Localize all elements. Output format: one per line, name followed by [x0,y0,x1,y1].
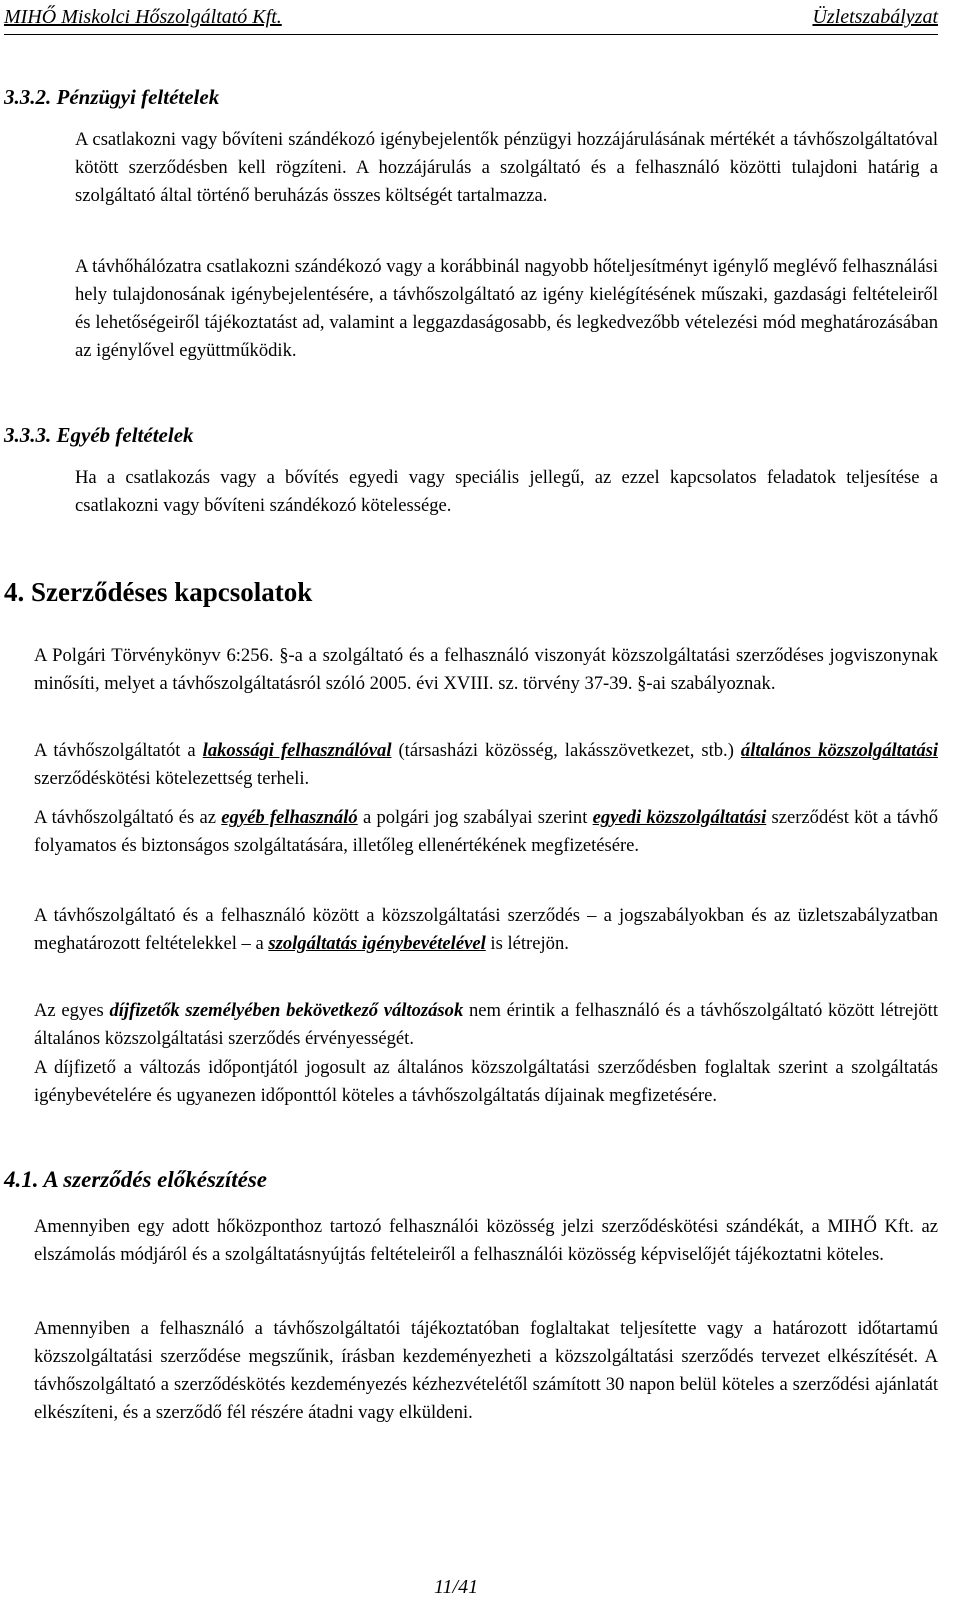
term-egyedi-kozszolgaltatasi: egyedi közszolgáltatási [592,807,767,828]
s332-paragraph-2: A távhőhálózatra csatlakozni szándékozó vagy a korábbinál nagyobb hőteljesítményt igénylő meglévő felhasználási hely tulajdonosának igénybejelentésére, a távhőszolgáltató az igény kielégítésének műszaki, gazdasági feltételeiről és lehetőségeiről tájékoztatást ad, valamint a leggazdaságosabb, és legkedvezőbb vételezési mód meghatározásában az igénylővel együttműködik. [75,256,938,361]
s333-paragraph-1: Ha a csatlakozás vagy a bővítés egyedi vagy speciális jellegű, az ezzel kapcsolatos feladatok teljesítése a csatlakozni vagy bővíteni szándékozó kötelessége. [75,467,938,516]
section-4-1-title: 4.1. A szerződés előkészítése [4,1167,267,1192]
section-4-title: 4. Szerződéses kapcsolatok [4,577,313,607]
s4-paragraph-3: A távhőszolgáltató és az egyéb felhasználó a polgári jog szabályai szerint egyedi közszolgáltatási szerződést köt a távhő folyamatos és biztonságos szolgáltatására, illetőleg ellenértékének megfizetésére. [34,807,939,856]
s332-paragraph-1: A csatlakozni vagy bővíteni szándékozó igénybejelentők pénzügyi hozzájárulásának mértékét a távhőszolgáltatóval kötött szerződésben kell rögzíteni. A hozzájárulás a szolgáltató és a felhasználó közötti tulajdoni határig a szolgáltató által történő beruházás összes költségét tartalmazza. [75,129,938,206]
s4-paragraph-4: A távhőszolgáltató és a felhasználó között a közszolgáltatási szerződés – a jogszabályokban és az üzletszabályzatban meghatározott feltételekkel – a szolgáltatás igénybevételével is létrejön. [34,905,938,954]
s4-paragraph-5: Az egyes díjfizetők személyében bekövetkező változások nem érintik a felhasználó és a távhőszolgáltató között létrejött általános közszolgáltatási szerződés érvényességét. [34,1000,938,1049]
section-3-3-2-title: 3.3.2. Pénzügyi feltételek [4,85,220,109]
term-szolgaltatas-igenybevetel: szolgáltatás igénybevételével [268,933,486,954]
section-3-3-3-title: 3.3.3. Egyéb feltételek [4,423,194,447]
header-doc-title: Üzletszabályzat [812,6,938,28]
s4-paragraph-6: A díjfizető a változás időpontjától jogosult az általános közszolgáltatási szerződésben foglaltak szerint a szolgáltatás igénybevételére és ugyanezen időponttól köteles a távhőszolgáltatás díjainak megfizetésére. [34,1057,938,1106]
s41-paragraph-1: Amennyiben egy adott hőközponthoz tartozó felhasználói közösség jelzi szerződéskötési szándékát, a MIHŐ Kft. az elszámolás módjáról és a szolgáltatásnyújtás feltételeiről a felhasználói közösség képviselőjét tájékoztatni köteles. [34,1216,938,1265]
page-number: 11/41 [434,1576,479,1598]
s41-paragraph-2: Amennyiben a felhasználó a távhőszolgáltatói tájékoztatóban foglaltakat teljesítette vagy a határozott időtartamú közszolgáltatási szerződése megszűnik, írásban kezdeményezheti a közszolgáltatási szerződés tervezet elkészítését. A távhőszolgáltató a szerződéskötés kezdeményezés kézhezvételétől számított 30 napon belül köteles a szerződési ajánlatát elkészíteni, és a szerződő fél részére átadni vagy elküldeni. [34,1318,938,1423]
term-dijfizetok-valtozas: díjfizetők személyében bekövetkező változások [109,1000,464,1021]
header-company: MIHŐ Miskolci Hőszolgáltató Kft. [4,6,282,28]
s4-paragraph-2: A távhőszolgáltatót a lakossági felhasználóval (társasházi közösség, lakásszövetkezet, stb.) általános közszolgáltatási szerződéskötési kötelezettség terheli. [34,740,939,789]
s4-paragraph-1: A Polgári Törvénykönyv 6:256. §-a a szolgáltató és a felhasználó viszonyát közszolgáltatási szerződéses jogviszonynak minősíti, melyet a távhőszolgáltatásról szóló 2005. évi XVIII. sz. törvény 37-39. §-ai szabályoznak. [34,645,938,694]
term-altalanos-kozszolgaltatasi: általános közszolgáltatási [740,740,939,761]
page-header [4,4,938,35]
term-lakossagi-felhasznalo: lakossági felhasználóval [202,740,392,761]
term-egyeb-felhasznalo: egyéb felhasználó [221,807,358,828]
